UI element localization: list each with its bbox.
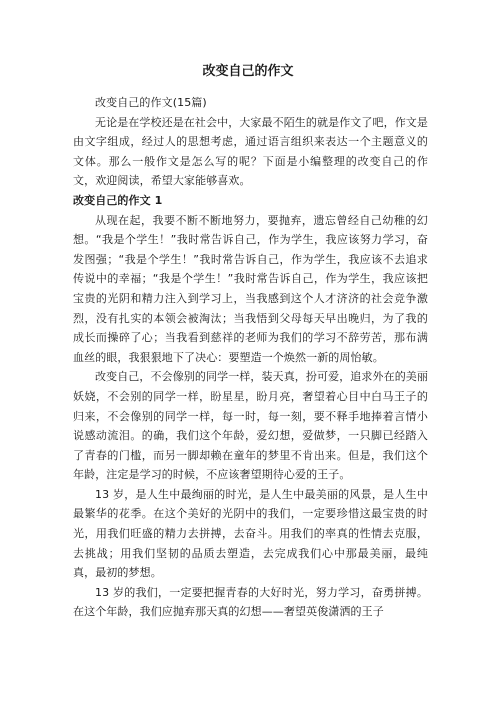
body-paragraph: 改变自己，不会像别的同学一样，装天真，扮可爱，追求外在的美丽妖娆，不会别的同学一样，盼星星，盼月亮，奢望着心目中白马王子的归来，不会像别的同学一样，每一时，每一刻，要不释手地捧着言情小说感动流泪。的确，我们这个年龄，爱幻想，爱做梦，一只脚已经踏入了青春的门槛，而另一脚却赖在童年的梦里不肯出来。但是，我们这个年龄，注定是学习的时候，不应该奢望期待心爱的王子。	[73, 370, 428, 482]
body-paragraph: 从现在起，我要不断不断地努力，要抛弃，遗忘曾经自己幼稚的幻想。“我是个学生！”我时常告诉自己，作为学生，我应该努力学习，奋发图强；“我是个学生！”我时常告诉自己，作为学生，我应该不去追求传说中的幸福；“我是个学生！”我时常告诉自己，作为学生，我应该把宝贵的光阴和精力注入到学习上，当我感到这个人才济济的社会竞争激烈，没有扎实的本领会被淘汰；当我悟到父母每天早出晚归，为了我的成长而操碎了心；当我看到慈祥的老师为我们的学习不辞劳苦，那布满血丝的眼，我狠狠地下了决心：要塑造一个焕然一新的周怡敏。	[73, 213, 428, 364]
body-paragraph: 13 岁，是人生中最绚丽的时光，是人生中最美丽的风景，是人生中最繁华的花季。在这个美好的光阴中的我们，一定要珍惜这最宝贵的时光，用我们旺盛的精力去拼搏，去奋斗。用我们的率真的性情去克服，去挑战；用我们坚韧的品质去塑造，去完成我们心中那最美丽，最纯真，最初的梦想。	[73, 487, 428, 580]
section-heading: 改变自己的作文 1	[73, 193, 163, 207]
intro-paragraph: 无论是在学校还是在社会中，大家最不陌生的就是作文了吧，作文是由文字组成，经过人的思想考虑，通过语言组织来表达一个主题意义的文体。那么一般作文是怎么写的呢？下面是小编整理的改变自己的作文，欢迎阅读，希望大家能够喜欢。	[73, 115, 428, 188]
intro-subtitle: 改变自己的作文(15篇)	[95, 96, 207, 109]
document-title: 改变自己的作文	[202, 64, 294, 79]
document-body	[73, 93, 428, 622]
body-paragraph: 13 岁的我们，一定要把握青春的大好时光，努力学习，奋勇拼搏。在这个年龄，我们应抛弃那天真的幻想——奢望英俊潇洒的王子	[73, 585, 428, 619]
